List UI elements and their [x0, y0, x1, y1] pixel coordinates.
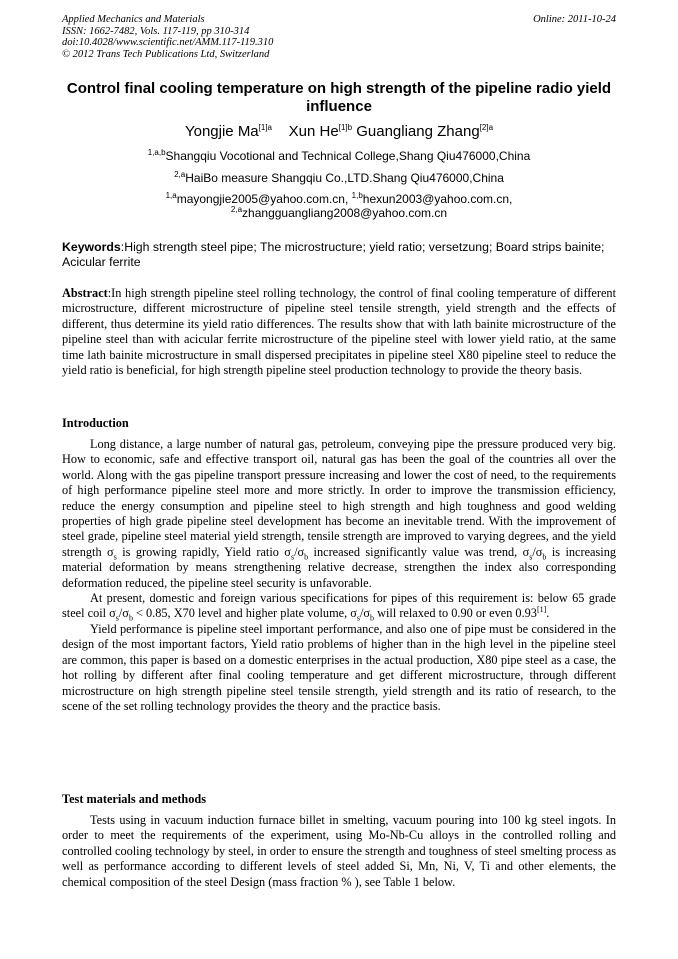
- affiliation-mark: 1,a,b: [147, 148, 166, 157]
- email-address[interactable]: hexun2003@yahoo.com.cn,: [362, 192, 513, 206]
- journal-header: [62, 14, 616, 60]
- author-affiliation-mark: [1]a: [258, 123, 272, 132]
- keywords-label: Keywords: [62, 240, 121, 254]
- author-affiliation-mark: [1]b: [338, 123, 353, 132]
- email-line-1: [62, 192, 616, 207]
- author-list: [62, 123, 616, 141]
- section-heading-introduction: Introduction: [62, 416, 129, 430]
- introduction-paragraph-1: Long distance, a large number of natural gas, petroleum, conveying pipe the pressure produced very big. How to economic, safe and effective transport oil, natural gas has been the goal of the countries all over the world. Along with the gas pipeline transport pressure increasing and lower the cost of need, to the requirements of high performance pipeline steel more and more strictly. In order to improve the transmission efficiency, reduce the energy consumption and pipeline steel to high strength and high toughness and good welding properties of high grade pipeline steel development has become an inevitable trend. With the improvement of steel grade, pipeline steel material yield strength, tensile strength are improved to varying degrees, and the yield strength $\sigma_s$ is growing rapidly, Yield ratio $\sigma_s/\sigma_b$ increased significantly value was trend, $\sigma_s/\sigma_b$ is increasing material deformation by means strengthening relative decrease, strengthen the index also corresponding deformation reduced, the pipeline steel security is unfavorable.: [62, 437, 616, 590]
- email-mark: 2,a: [230, 205, 243, 214]
- email-mark: 1,a: [165, 191, 177, 200]
- author-name: Xun He: [288, 123, 339, 140]
- copyright-line: © 2012 Trans Tech Publications Ltd, Switzerland: [62, 48, 270, 60]
- affiliation-text: Shangqiu Vocotional and Technical College,Shang Qiu476000,China: [165, 149, 531, 163]
- author-name: Guangliang Zhang: [356, 123, 480, 140]
- email-line-2: [62, 206, 616, 221]
- email-address[interactable]: mayongjie2005@yahoo.com.cn,: [176, 192, 352, 206]
- affiliation-text: HaiBo measure Shangqiu Co.,LTD.Shang Qiu476000,China: [185, 171, 504, 185]
- affiliation-1: [62, 149, 616, 164]
- abstract-text: :In high strength pipeline steel rolling technology, the control of final cooling temperature of different microstructure, different microstructure of pipeline steel tensile strength, yield strength and the effects of different, thus determine its yield ratio differences. The results show that with lath bainite microstructure of the pipeline steel than with acicular ferrite microstructure of the pipeline steel with lower yield ratio, at the same time lath bainite microstructure in small dispersed precipitates in pipeline steel X80 pipeline steel to reduce the yield ratio is beneficial, for high strength pipeline steel production technology to provide the theory basis.: [62, 286, 616, 378]
- paper-title: Control final cooling temperature on high strength of the pipeline radio yield influence: [66, 80, 612, 115]
- section-heading-methods: Test materials and methods: [62, 792, 207, 806]
- introduction-body: [62, 437, 616, 714]
- keywords-text: :High strength steel pipe; The microstructure; yield ratio; versetzung; Board strips bainite; Acicular ferrite: [62, 240, 605, 269]
- abstract-label: Abstract: [62, 286, 108, 300]
- abstract-block: [62, 286, 616, 378]
- methods-paragraph-1: Tests using in vacuum induction furnace billet in smelting, vacuum pouring into 100 kg steel ingots. In order to meet the requirements of the experiment, using Mo-Nb-Cu alloys in the controlled rolling and controlled cooling technology by steel, in order to ensure the strength and toughness of steel smelting process as well as performance according to different levels of steel added Si, Mn, Ni, V, Ti and other elements, the chemical composition of the steel Design (mass fraction % ), see Table 1 below.: [62, 813, 616, 889]
- email-address[interactable]: zhangguangliang2008@yahoo.com.cn: [242, 206, 448, 220]
- affiliation-mark: 2,a: [174, 170, 186, 179]
- methods-body: [62, 813, 616, 890]
- introduction-paragraph-3: Yield performance is pipeline steel important performance, and also one of pipe must be considered in the design of the most important factors, Yield ratio problems of higher than in the high level in the pipeline steel are common, this paper is based on a domestic enterprises in the actual production, X80 pipe steel as a case, the hot rolling by different after final cooling temperature and get different microstructure, through different microstructure on high strength pipeline steel tensile strength, yield strength and its ratio of research, to the scene of the set rolling technology provides the theory and the practice basis.: [62, 621, 616, 713]
- citation-ref[interactable]: [1]: [536, 605, 547, 615]
- journal-name: Applied Mechanics and Materials: [62, 14, 205, 25]
- author-affiliation-mark: [2]a: [479, 123, 494, 132]
- online-date: Online: 2011-10-24: [533, 14, 616, 25]
- author-name: Yongjie Ma: [184, 123, 259, 140]
- email-mark: 1,b: [351, 191, 363, 200]
- affiliation-2: [62, 171, 616, 186]
- issn-line: ISSN: 1662-7482, Vols. 117-119, pp 310-314: [62, 25, 250, 37]
- doi-line: doi:10.4028/www.scientific.net/AMM.117-119.310: [62, 37, 274, 48]
- keywords-block: [62, 240, 616, 270]
- introduction-paragraph-2: At present, domestic and foreign various specifications for pipes of this requirement is: below 65 grade steel coil $\sigma_s/\sigma_b < 0.85$, X70 level and higher plate volume, $\sigma_s/\sigma_b$ will relaxed to 0.90 or even 0.93[1].: [62, 591, 616, 623]
